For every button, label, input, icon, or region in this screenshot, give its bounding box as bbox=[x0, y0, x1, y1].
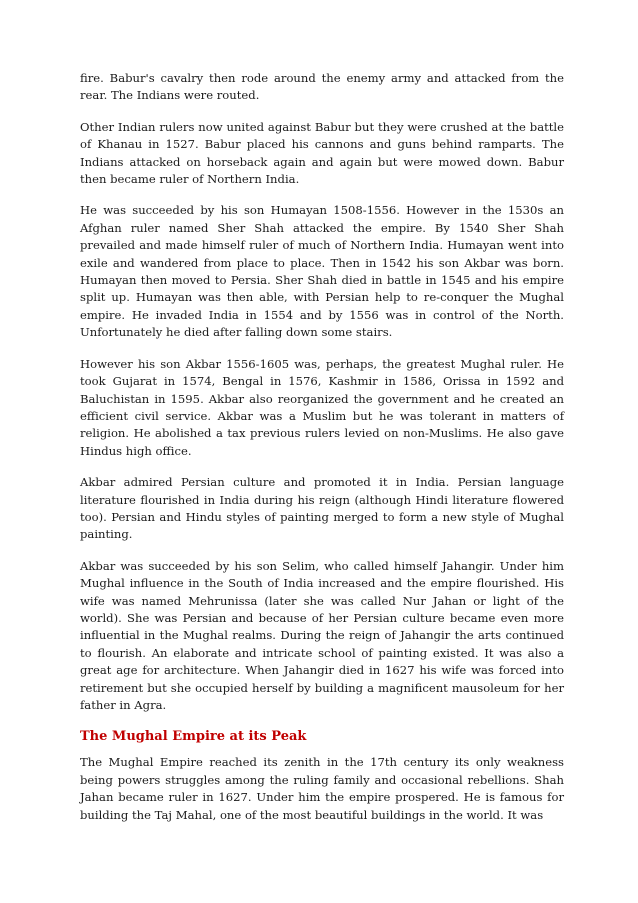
document-page bbox=[80, 70, 564, 838]
paragraph-battle-of-khanau: Other Indian rulers now united against Babur but they were crushed at the battle of Khanau in 1527. Babur placed his cannons and guns behind ramparts. The Indians attacked on horseback again and again but were mowed down. Babur then became ruler of Northern India. bbox=[80, 119, 564, 187]
paragraph-babur-cavalry: fire. Babur's cavalry then rode around the enemy army and attacked from the rear. The Indians were routed. bbox=[80, 71, 564, 103]
paragraph-jahangir: Akbar was succeeded by his son Selim, who called himself Jahangir. Under him Mughal influence in the South of India increased and the empire flourished. His wife was named Mehrunissa (later she was called Nur Jahan or light of the world). She was Persian and because of her Persian culture became even more influential in the Mughal realms. During the reign of Jahangir the arts continued to flourish. An elaborate and intricate school of painting existed. It was also a great age for architecture. When Jahangir died in 1627 his wife was forced into retirement but she occupied herself by building a magnificent mausoleum for her father in Agra. bbox=[80, 558, 564, 712]
paragraph-persian-culture: Akbar admired Persian culture and promoted it in India. Persian language literature flourished in India during his reign (although Hindi literature flowered too). Persian and Hindu styles of painting merged to form a new style of Mughal painting. bbox=[80, 475, 564, 542]
paragraph-akbar: However his son Akbar 1556-1605 was, perhaps, the greatest Mughal ruler. He took Gujarat in 1574, Bengal in 1576, Kashmir in 1586, Orissa in 1592 and Baluchistan in 1595. Akbar also reorganized the government and he created an efficient civil service. Akbar was a Muslim but he was tolerant in matters of religion. He abolished a tax previous rulers levied on non-Muslims. He also gave Hindus high office. bbox=[80, 356, 564, 458]
paragraph-mughal-zenith: The Mughal Empire reached its zenith in the 17th century its only weakness being powers struggles among the ruling family and occasional rebellions. Shah Jahan became ruler in 1627. Under him the empire prospered. He is famous for building the Taj Mahal, one of the most beautiful buildings in the world. It was bbox=[80, 755, 564, 822]
section-heading: The Mughal Empire at its Peak bbox=[80, 729, 307, 745]
paragraph-humayan: He was succeeded by his son Humayan 1508-1556. However in the 1530s an Afghan ruler named Sher Shah attacked the empire. By 1540 Sher Shah prevailed and made himself ruler of much of Northern India. Humayan went into exile and wandered from place to place. Then in 1542 his son Akbar was born. Humayan then moved to Persia. Sher Shah died in battle in 1545 and his empire split up. Humayan was then able, with Persian help to re-conquer the Mughal empire. He invaded India in 1554 and by 1556 was in control of the North. Unfortunately he died after falling down some stairs. bbox=[80, 203, 564, 340]
